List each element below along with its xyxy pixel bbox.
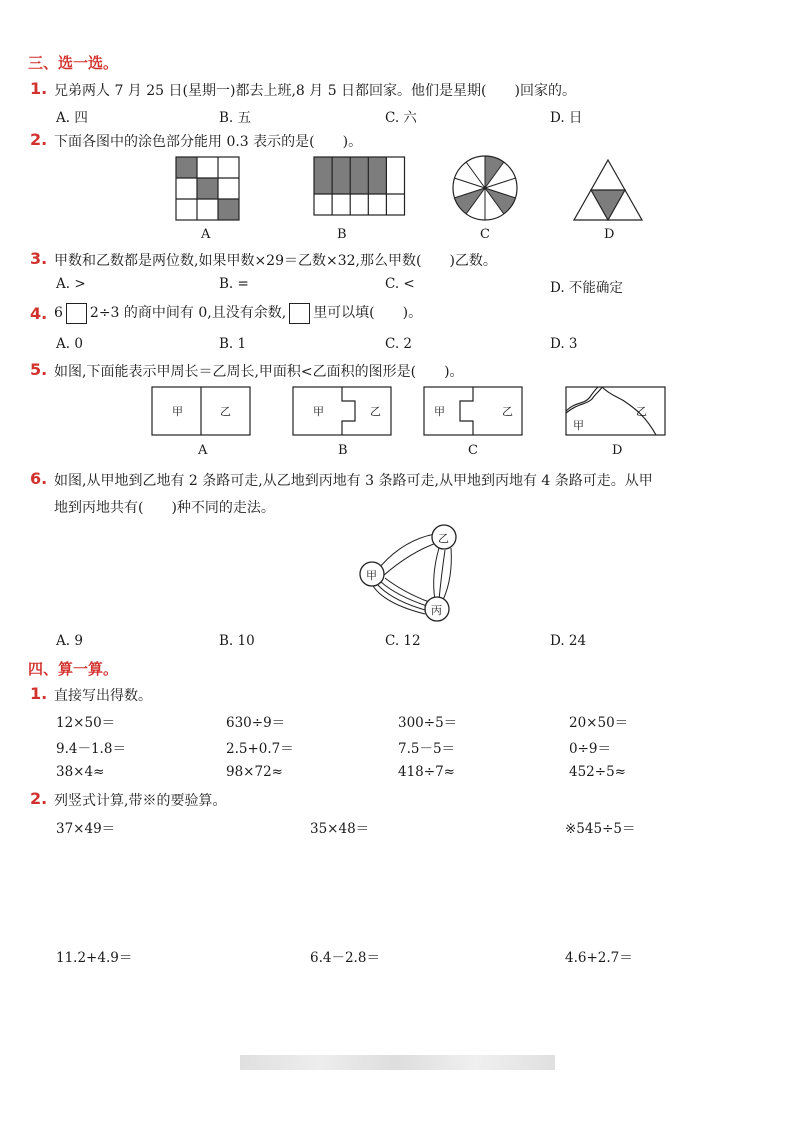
s4-q1-text: 直接写出得数。 [54,688,152,704]
vertical-calc-item: 4.6+2.7＝ [565,950,633,966]
q4-option-c[interactable]: C. 2 [385,336,413,352]
q4-text-c: 里可以填( )。 [313,305,423,321]
calc-item: 452÷5≈ [569,764,626,780]
calc-item: 20×50＝ [569,715,629,731]
q5-caption-b: B [338,443,348,458]
q5-d-jia-label: 甲 [573,419,584,432]
q2-caption-a: A [201,227,211,242]
q4-number: 4. [30,304,48,323]
calc-item: 7.5－5＝ [398,741,456,757]
q4-option-a[interactable]: A. 0 [56,336,83,352]
q4-option-d[interactable]: D. 3 [550,336,578,352]
calc-item: 300÷5＝ [398,715,458,731]
q6-node-jia: 甲 [366,569,377,582]
calc-item: 630÷9＝ [226,715,286,731]
q6-node-yi: 乙 [438,532,449,545]
q3-option-a[interactable]: A. > [56,276,86,292]
q3-option-b[interactable]: B. = [219,276,249,292]
q2-text: 下面各图中的涂色部分能用 0.3 表示的是( )。 [54,134,363,150]
vertical-calc-item: 37×49＝ [56,821,116,837]
q2-figure-c [452,155,518,221]
q5-c-jia-label: 甲 [434,405,445,418]
q2-caption-c: C [480,227,490,242]
vertical-calc-item: 11.2+4.9＝ [56,950,133,966]
q4-text-b: 2÷3 的商中间有 0,且没有余数, [89,305,287,321]
q5-caption-d: D [612,443,623,458]
vertical-calc-item: 35×48＝ [310,821,370,837]
q2-number: 2. [30,130,48,149]
q5-b-jia-label: 甲 [313,405,324,418]
q1-text: 兄弟两人 7 月 25 日(星期一)都去上班,8 月 5 日都回家。他们是星期( )回家的。 [54,83,576,99]
q5-c-yi-label: 乙 [502,405,513,418]
q5-caption-c: C [468,443,478,458]
q5-caption-a: A [198,443,208,458]
q1-number: 1. [30,79,48,98]
q5-number: 5. [30,360,48,379]
vertical-calc-item: 6.4－2.8＝ [310,950,380,966]
q5-figure-a [152,387,252,437]
q1-option-d[interactable]: D. 日 [550,110,583,126]
section3-title: 三、选一选。 [28,54,119,72]
vertical-calc-item: ※545÷5＝ [565,821,636,837]
q3-text: 甲数和乙数都是两位数,如果甲数×29＝乙数×32,那么甲数( )乙数。 [54,253,497,269]
section4-title: 四、算一算。 [28,660,119,678]
q5-a-yi-label: 乙 [220,405,231,418]
calc-item: 418÷7≈ [398,764,455,780]
calc-item: 2.5+0.7＝ [226,741,294,757]
calc-item: 38×4≈ [56,764,105,780]
q6-option-d[interactable]: D. 24 [550,633,587,649]
q4-option-b[interactable]: B. 1 [219,336,247,352]
calc-item: 9.4－1.8＝ [56,741,126,757]
q5-text: 如图,下面能表示甲周长＝乙周长,甲面积<乙面积的图形是( )。 [54,364,464,380]
q4-blank-box[interactable] [66,303,87,324]
q2-figure-d [574,160,644,222]
q3-option-c[interactable]: C. < [385,276,415,292]
q2-figure-a [176,157,240,221]
calc-item: 12×50＝ [56,715,116,731]
q6-text-line2: 地到丙地共有( )种不同的走法。 [54,500,275,516]
q2-caption-d: D [604,227,615,242]
q6-text-line1: 如图,从甲地到乙地有 2 条路可走,从乙地到丙地有 3 条路可走,从甲地到丙地有 4 条路可走。从甲 [54,473,653,489]
q5-b-yi-label: 乙 [370,405,381,418]
q3-number: 3. [30,249,48,268]
q4-blank-box-2 [289,303,310,324]
calc-item: 0÷9＝ [569,741,611,757]
q1-option-b[interactable]: B. 五 [219,110,252,126]
q2-caption-b: B [337,227,347,242]
calc-item: 98×72≈ [226,764,283,780]
s4-q1-number: 1. [30,684,48,703]
q2-figure-b [314,157,406,217]
s4-q2-number: 2. [30,789,48,808]
q6-option-a[interactable]: A. 9 [56,633,83,649]
q4-text-a: 6 [54,305,63,321]
q3-option-d[interactable]: D. 不能确定 [550,280,623,296]
blurred-footer-watermark [240,1055,555,1070]
q5-d-yi-label: 乙 [636,405,647,418]
q6-option-c[interactable]: C. 12 [385,633,421,649]
q6-number: 6. [30,469,48,488]
q4-line [54,302,422,324]
s4-q2-text: 列竖式计算,带※的要验算。 [54,793,227,809]
q1-option-a[interactable]: A. 四 [56,110,88,126]
q1-option-c[interactable]: C. 六 [385,110,417,126]
q6-option-b[interactable]: B. 10 [219,633,255,649]
q6-node-bing: 丙 [431,604,442,617]
q5-a-jia-label: 甲 [172,405,183,418]
